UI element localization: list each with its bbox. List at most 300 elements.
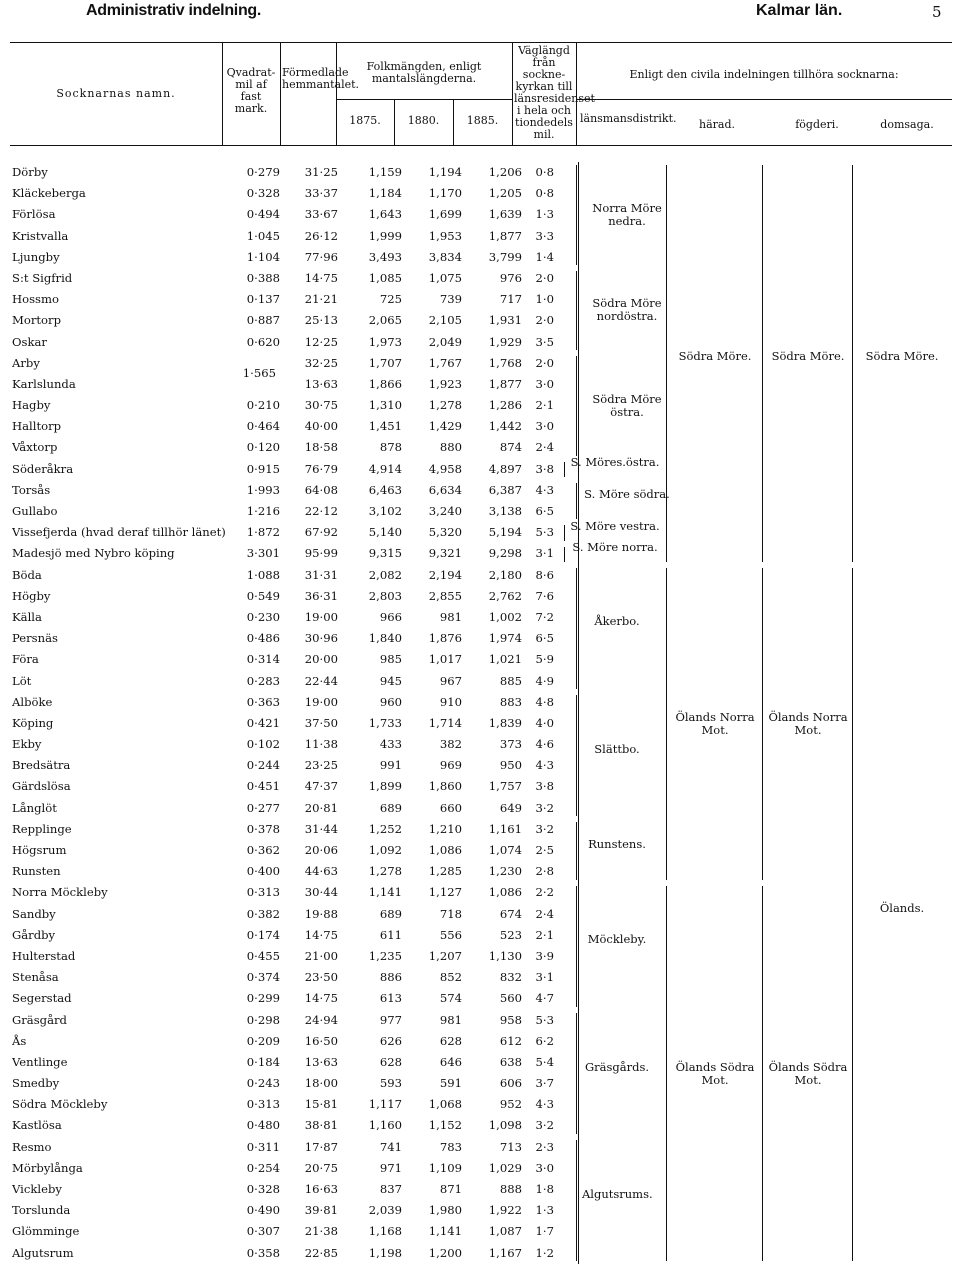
table-row — [10, 607, 952, 628]
mantal-value: 21·00 — [304, 948, 338, 963]
population-1880: 1,141 — [428, 1224, 462, 1239]
parish-name: Löt — [12, 673, 32, 688]
population-1875: 1,840 — [368, 631, 402, 646]
population-1875: 2,065 — [368, 313, 402, 328]
mantal-value: 19·00 — [304, 609, 338, 624]
population-1885: 1,974 — [488, 631, 522, 646]
mantal-value: 16·63 — [304, 1182, 338, 1196]
area-value: 0·279 — [246, 165, 280, 179]
distance-value: 4·7 — [535, 991, 554, 1006]
population-1885: 1,877 — [488, 228, 522, 243]
distance-value: 3·0 — [535, 419, 554, 434]
population-1875: 1,141 — [368, 885, 402, 900]
population-1875: 1,184 — [368, 186, 402, 201]
mantal-value: 15·81 — [304, 1097, 338, 1112]
area-value: 1·872 — [246, 525, 280, 540]
mantal-value: 20·06 — [304, 843, 338, 857]
distance-value: 3·8 — [535, 779, 554, 794]
mantal-value: 30·44 — [304, 885, 338, 900]
parish-name: Bredsätra — [12, 758, 71, 773]
population-1880: 1,170 — [428, 186, 462, 201]
population-1885: 1,442 — [488, 419, 522, 434]
area-value: 0·620 — [246, 334, 280, 349]
population-1875: 689 — [379, 906, 402, 921]
population-1875: 1,733 — [368, 715, 402, 730]
distance-value: 1·2 — [535, 1245, 554, 1260]
parish-name: Persnäs — [12, 631, 58, 646]
mantal-value: 21·38 — [304, 1224, 338, 1239]
area-value: 0·328 — [246, 186, 280, 201]
group-bracket — [852, 568, 853, 1262]
population-1880: 2,049 — [428, 334, 462, 349]
domsaga-label: Ölands. — [879, 900, 925, 915]
area-value: 0·298 — [246, 1012, 280, 1027]
population-1885: 560 — [499, 991, 522, 1006]
distance-value: 3·1 — [535, 546, 554, 561]
area-value: 0·314 — [246, 652, 280, 667]
population-1885: 1,161 — [488, 821, 522, 836]
population-1875: 2,082 — [368, 567, 402, 582]
table-row — [10, 967, 952, 988]
population-1880: 1,086 — [428, 843, 462, 857]
population-1875: 1,999 — [368, 228, 402, 243]
parish-name: Runsten — [12, 864, 61, 879]
distance-value: 3·2 — [535, 800, 554, 815]
header-title: Administrativ indelning. — [86, 2, 262, 19]
population-1885: 373 — [499, 737, 522, 752]
parish-name: Kastlösa — [12, 1118, 62, 1133]
population-1885: 9,298 — [488, 546, 522, 561]
population-1875: 977 — [379, 1012, 402, 1027]
area-value: 0·382 — [246, 906, 280, 921]
population-1885: 713 — [499, 1139, 522, 1154]
population-1875: 628 — [379, 1054, 402, 1069]
mantal-value: 40·00 — [304, 419, 338, 434]
population-1875: 725 — [379, 292, 402, 307]
population-1885: 606 — [499, 1076, 522, 1091]
parish-name: Mortorp — [12, 313, 61, 328]
population-1880: 382 — [439, 737, 462, 752]
mantal-value: 23·50 — [304, 970, 338, 985]
population-1885: 1,098 — [488, 1118, 522, 1133]
parish-name: Böda — [12, 567, 42, 582]
population-1875: 1,310 — [368, 398, 402, 413]
population-1885: 1,206 — [488, 165, 522, 179]
table-row — [10, 1158, 952, 1179]
population-1885: 832 — [499, 970, 522, 985]
distance-value: 4·6 — [535, 737, 554, 752]
population-1885: 1,002 — [488, 609, 522, 624]
table-row — [10, 1031, 952, 1052]
distance-value: 2·3 — [535, 1139, 554, 1154]
population-1875: 878 — [379, 440, 402, 455]
population-1880: 646 — [439, 1054, 462, 1069]
table-row — [10, 268, 952, 289]
distance-value: 4·3 — [535, 758, 554, 773]
parish-name: Karlslunda — [12, 376, 76, 391]
parish-name: Söderåkra — [12, 461, 74, 476]
table-row — [10, 628, 952, 649]
mantal-value: 18·58 — [304, 440, 338, 455]
group-bracket — [762, 886, 763, 1262]
parish-name: Hossmo — [12, 292, 59, 307]
population-1875: 1,235 — [368, 948, 402, 963]
group-bracket — [762, 568, 763, 880]
mantal-value: 11·38 — [304, 737, 338, 752]
population-1885: 1,929 — [488, 334, 522, 349]
population-1880: 1,017 — [428, 652, 462, 667]
population-1885: 4,897 — [488, 461, 522, 476]
population-1880: 783 — [439, 1139, 462, 1154]
population-1875: 1,160 — [368, 1118, 402, 1133]
population-1875: 971 — [379, 1160, 402, 1175]
area-value: 0·400 — [246, 864, 280, 879]
area-value: 0·283 — [246, 673, 280, 688]
distance-value: 2·1 — [535, 927, 554, 942]
area-value: 0·210 — [246, 398, 280, 413]
population-1875: 1,451 — [368, 419, 402, 434]
parish-name: Ljungby — [12, 249, 60, 264]
population-1875: 1,252 — [368, 821, 402, 836]
table-row — [10, 310, 952, 331]
distance-value: 7·2 — [535, 609, 554, 624]
population-1875: 991 — [379, 758, 402, 773]
parish-name: Källa — [12, 609, 42, 624]
distance-value: 2·4 — [535, 440, 554, 455]
mantal-value: 30·75 — [304, 398, 338, 413]
table-row — [10, 946, 952, 967]
distance-value: 2·4 — [535, 906, 554, 921]
table-row — [10, 395, 952, 416]
area-value: 0·374 — [246, 970, 280, 985]
distance-value: 3·2 — [535, 821, 554, 836]
population-1885: 1,205 — [488, 186, 522, 201]
population-1880: 3,834 — [428, 249, 462, 264]
mantal-value: 20·00 — [304, 652, 338, 667]
mantal-value: 37·50 — [304, 715, 338, 730]
col-civil-header: Enligt den civila indelningen tillhöra socknarna: länsmansdistrikt. härad. fögderi. domsaga. — [576, 43, 952, 145]
mantal-value: 31·31 — [304, 567, 338, 582]
distance-value: 4·3 — [535, 482, 554, 497]
parish-name: Oskar — [12, 334, 47, 349]
population-1880: 556 — [439, 927, 462, 942]
area-value: 0·184 — [246, 1054, 280, 1069]
population-1880: 1,285 — [428, 864, 462, 879]
population-1885: 950 — [499, 758, 522, 773]
distance-value: 1·7 — [535, 1224, 554, 1239]
table-row — [10, 649, 952, 670]
area-value: 3·301 — [246, 546, 280, 561]
table-row — [10, 586, 952, 607]
population-1880: 981 — [439, 1012, 462, 1027]
population-1885: 3,799 — [488, 249, 522, 264]
population-1880: 2,194 — [428, 567, 462, 582]
parish-name: Södra Möckleby — [12, 1097, 108, 1112]
population-1880: 1,876 — [428, 631, 462, 646]
mantal-value: 33·37 — [304, 186, 338, 201]
mantal-value: 47·37 — [304, 779, 338, 794]
parish-name: Ventlinge — [12, 1054, 68, 1069]
population-1880: 1,429 — [428, 419, 462, 434]
population-1885: 2,180 — [488, 567, 522, 582]
area-value: 0·209 — [246, 1033, 280, 1048]
population-1885: 1,877 — [488, 376, 522, 391]
area-value: 0·102 — [246, 737, 280, 752]
distance-value: 2·5 — [535, 843, 554, 857]
population-1885: 1,130 — [488, 948, 522, 963]
mantal-value: 21·21 — [304, 292, 338, 307]
population-1885: 2,762 — [488, 588, 522, 603]
population-1880: 967 — [439, 673, 462, 688]
harad-label: Ölands Södra Mot. — [675, 1059, 755, 1087]
population-1875: 985 — [379, 652, 402, 667]
population-1885: 1,021 — [488, 652, 522, 667]
group-bracket — [666, 165, 667, 562]
table-row — [10, 1094, 952, 1115]
area-value: 0·120 — [246, 440, 280, 455]
parish-name: S:t Sigfrid — [12, 270, 73, 285]
parish-name: Arby — [12, 355, 40, 370]
population-1885: 888 — [499, 1182, 522, 1196]
distance-value: 1·8 — [535, 1182, 554, 1196]
district-label: Södra Möre nordöstra. — [592, 296, 662, 324]
table-row — [10, 1010, 952, 1031]
area-value: 0·549 — [246, 588, 280, 603]
distance-value: 4·3 — [535, 1097, 554, 1112]
table-row — [10, 988, 952, 1009]
population-1880: 1,210 — [428, 821, 462, 836]
table-row — [10, 734, 952, 755]
distance-value: 1·0 — [535, 292, 554, 307]
population-1880: 718 — [439, 906, 462, 921]
district-label: Södra Möre östra. — [592, 391, 662, 419]
parish-name: Högby — [12, 588, 51, 603]
distance-value: 5·4 — [535, 1054, 554, 1069]
population-1880: 1,194 — [428, 165, 462, 179]
population-1885: 958 — [499, 1012, 522, 1027]
population-1885: 523 — [499, 927, 522, 942]
area-value: 1·045 — [246, 228, 280, 243]
parish-name: Torslunda — [12, 1203, 71, 1218]
population-1885: 1,087 — [488, 1224, 522, 1239]
population-1875: 1,198 — [368, 1245, 402, 1260]
table-row — [10, 882, 952, 903]
district-label: S. Möre vestra. — [570, 519, 660, 533]
parish-name: Dörby — [12, 165, 48, 179]
population-1880: 1,767 — [428, 355, 462, 370]
group-bracket — [666, 568, 667, 880]
table-row — [10, 162, 952, 183]
population-1880: 9,321 — [428, 546, 462, 561]
distance-value: 3·7 — [535, 1076, 554, 1091]
population-1875: 1,643 — [368, 207, 402, 222]
table-row — [10, 861, 952, 882]
area-value: 0·362 — [246, 843, 280, 857]
population-1885: 612 — [499, 1033, 522, 1048]
area-value: 0·328 — [246, 1182, 280, 1196]
population-1885: 1,839 — [488, 715, 522, 730]
parish-name: Föra — [12, 652, 39, 667]
fogderi-label: Ölands Norra Mot. — [768, 709, 848, 737]
population-1875: 626 — [379, 1033, 402, 1048]
parish-name: Hulterstad — [12, 948, 76, 963]
population-1875: 1,159 — [368, 165, 402, 179]
population-1880: 880 — [439, 440, 462, 455]
table-header — [10, 42, 952, 146]
population-1880: 1,278 — [428, 398, 462, 413]
distance-value: 3·0 — [535, 376, 554, 391]
population-1880: 1,109 — [428, 1160, 462, 1175]
group-bracket — [576, 568, 577, 689]
table-row — [10, 925, 952, 946]
population-1875: 1,707 — [368, 355, 402, 370]
parish-name: Köping — [12, 715, 54, 730]
parish-name: Glömminge — [12, 1224, 80, 1239]
distance-value: 2·1 — [535, 398, 554, 413]
mantal-value: 22·85 — [304, 1245, 338, 1260]
distance-value: 2·8 — [535, 864, 554, 879]
mantal-value: 33·67 — [304, 207, 338, 222]
arby-karlslunda-area: 1·565 — [242, 365, 276, 380]
population-1880: 739 — [439, 292, 462, 307]
parish-name: Vickleby — [12, 1182, 62, 1196]
population-1880: 6,634 — [428, 482, 462, 497]
area-value: 1·993 — [246, 482, 280, 497]
distance-value: 7·6 — [535, 588, 554, 603]
parish-name: Förlösa — [12, 207, 56, 222]
group-bracket — [576, 271, 577, 350]
population-1880: 1,207 — [428, 948, 462, 963]
population-1885: 649 — [499, 800, 522, 815]
population-1875: 593 — [379, 1076, 402, 1091]
population-1875: 837 — [379, 1182, 402, 1196]
population-1885: 1,074 — [488, 843, 522, 857]
population-1875: 1,278 — [368, 864, 402, 879]
parish-name: Gräsgård — [12, 1012, 67, 1027]
population-1875: 2,039 — [368, 1203, 402, 1218]
population-1885: 976 — [499, 270, 522, 285]
population-1885: 1,922 — [488, 1203, 522, 1218]
population-1880: 1,068 — [428, 1097, 462, 1112]
population-1880: 4,958 — [428, 461, 462, 476]
population-1885: 1,230 — [488, 864, 522, 879]
population-1875: 2,803 — [368, 588, 402, 603]
population-1875: 1,168 — [368, 1224, 402, 1239]
table-row — [10, 819, 952, 840]
parish-name: Kristvalla — [12, 228, 69, 243]
population-1880: 1,953 — [428, 228, 462, 243]
district-label: Algutsrums. — [582, 1186, 653, 1201]
parish-name: Långlöt — [12, 800, 57, 815]
table-row — [10, 501, 952, 522]
parish-name: Stenåsa — [12, 970, 59, 985]
district-label: Möckleby. — [587, 932, 647, 947]
group-bracket — [762, 165, 763, 562]
population-1880: 2,855 — [428, 588, 462, 603]
table-row — [10, 247, 952, 268]
group-bracket — [576, 483, 577, 519]
area-value: 0·313 — [246, 1097, 280, 1112]
parish-name: Repplinge — [12, 821, 72, 836]
mantal-value: 12·25 — [304, 334, 338, 349]
area-value: 0·137 — [246, 292, 280, 307]
parish-name: Algutsrum — [12, 1245, 74, 1260]
distance-value: 5·3 — [535, 1012, 554, 1027]
population-1885: 952 — [499, 1097, 522, 1112]
district-label: S. Möre norra. — [572, 540, 658, 555]
table-row — [10, 183, 952, 204]
table-row — [10, 226, 952, 247]
table-row — [10, 1115, 952, 1136]
population-1875: 1,866 — [368, 376, 402, 391]
mantal-value: 77·96 — [304, 249, 338, 264]
distance-value: 1·3 — [535, 1203, 554, 1218]
table-row — [10, 204, 952, 225]
parish-name: Torsås — [12, 482, 51, 497]
parish-name: Smedby — [12, 1076, 60, 1091]
population-1875: 689 — [379, 800, 402, 815]
mantal-value: 38·81 — [304, 1118, 338, 1133]
table-row — [10, 755, 952, 776]
population-1875: 611 — [379, 927, 402, 942]
mantal-value: 31·44 — [304, 821, 338, 836]
population-1880: 1,200 — [428, 1245, 462, 1260]
population-1880: 1,714 — [428, 715, 462, 730]
population-1885: 885 — [499, 673, 522, 688]
distance-value: 0·8 — [535, 186, 554, 201]
table-row — [10, 1137, 952, 1158]
population-1875: 433 — [379, 737, 402, 752]
distance-value: 3·3 — [535, 228, 554, 243]
population-1880: 1,127 — [428, 885, 462, 900]
distance-value: 2·0 — [535, 313, 554, 328]
col-population-header: Folkmängden, enligt mantalslängderna. 1875. 1880. 1885. — [336, 43, 513, 145]
distance-value: 3·2 — [535, 1118, 554, 1133]
domsaga-label: Södra Möre. — [865, 349, 939, 364]
area-value: 0·464 — [246, 419, 280, 434]
parish-name: Madesjö med Nybro köping — [12, 546, 175, 561]
mantal-value: 67·92 — [304, 525, 338, 540]
col-area-header: Qvadrat-mil af fast mark. — [222, 43, 281, 145]
population-1885: 1,086 — [488, 885, 522, 900]
area-value: 0·915 — [246, 461, 280, 476]
area-value: 0·307 — [246, 1224, 280, 1239]
area-value: 0·388 — [246, 270, 280, 285]
population-1885: 3,138 — [488, 504, 522, 518]
distance-value: 4·0 — [535, 715, 554, 730]
area-value: 0·455 — [246, 948, 280, 963]
parish-name: Mörbylånga — [12, 1160, 83, 1175]
population-1880: 1,860 — [428, 779, 462, 794]
population-1880: 3,240 — [428, 504, 462, 518]
table-row — [10, 798, 952, 819]
mantal-value: 95·99 — [304, 546, 338, 561]
distance-value: 1·4 — [535, 249, 554, 264]
mantal-value: 31·25 — [304, 165, 338, 179]
group-bracket — [576, 822, 577, 880]
parish-name: Gårdby — [12, 927, 56, 942]
area-value: 1·104 — [246, 249, 280, 264]
table-row — [10, 1221, 952, 1242]
population-1885: 1,286 — [488, 398, 522, 413]
area-value: 0·244 — [246, 758, 280, 773]
mantal-value: 24·94 — [304, 1012, 338, 1027]
population-1880: 871 — [439, 1182, 462, 1196]
mantal-value: 13·63 — [304, 1054, 338, 1069]
table-row — [10, 900, 952, 925]
population-1875: 613 — [379, 991, 402, 1006]
mantal-value: 64·08 — [304, 482, 338, 497]
